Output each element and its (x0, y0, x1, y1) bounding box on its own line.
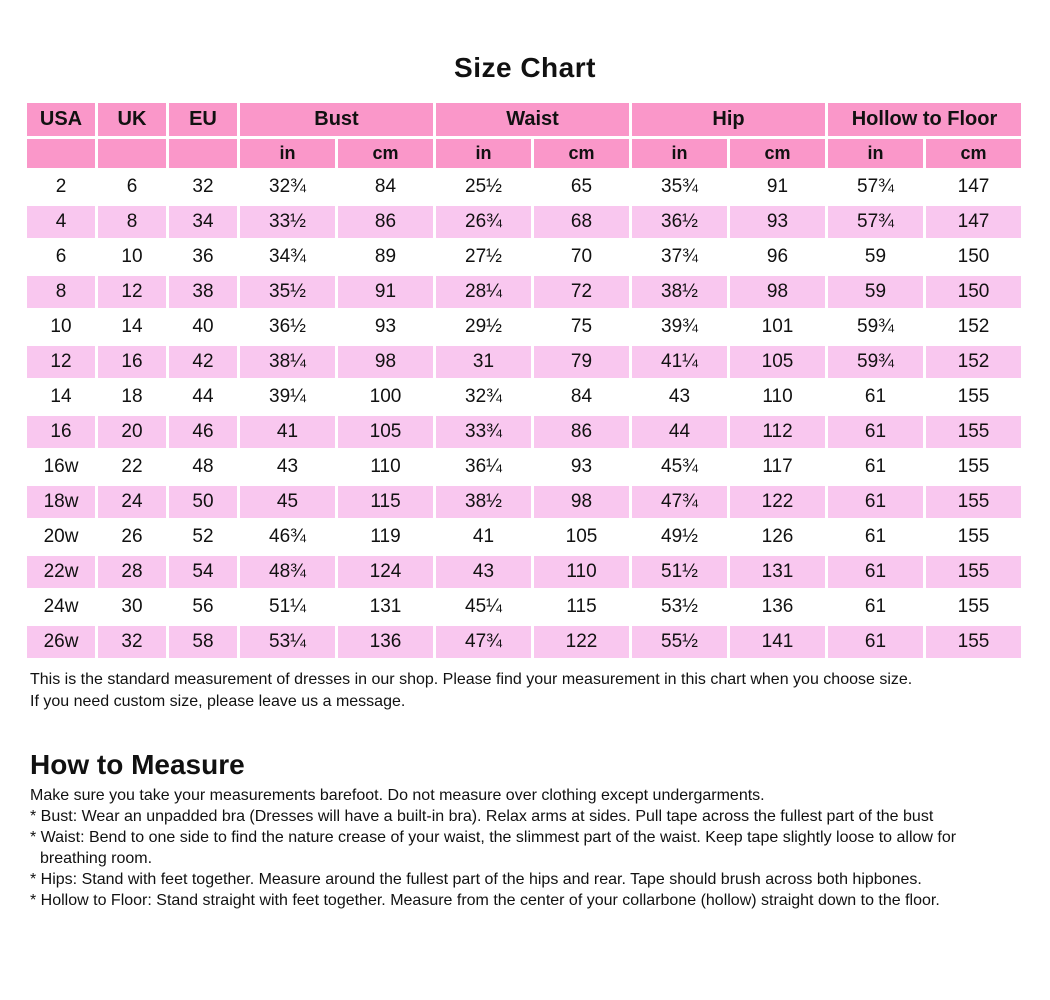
table-row (27, 241, 1021, 273)
table-cell: 119 (338, 521, 433, 553)
table-cell: 26 (98, 521, 166, 553)
size-table-body (27, 171, 1021, 658)
table-cell: 36½ (240, 311, 335, 343)
table-cell: 41¼ (632, 346, 727, 378)
table-cell: 110 (338, 451, 433, 483)
table-cell: 150 (926, 276, 1021, 308)
table-cell: 61 (828, 626, 923, 658)
table-cell: 86 (534, 416, 629, 448)
table-cell: 35¾ (632, 171, 727, 203)
table-cell: 86 (338, 206, 433, 238)
table-cell: 43 (240, 451, 335, 483)
unit-cell: cm (534, 139, 629, 168)
table-cell: 37¾ (632, 241, 727, 273)
unit-cell: cm (926, 139, 1021, 168)
table-cell: 53¼ (240, 626, 335, 658)
page-title: Size Chart (454, 52, 596, 83)
table-cell: 32¾ (240, 171, 335, 203)
table-cell: 147 (926, 206, 1021, 238)
table-cell: 110 (730, 381, 825, 413)
measure-intro: Make sure you take your measurements barefoot. Do not measure over clothing except undergarments. (30, 787, 765, 804)
table-cell: 91 (338, 276, 433, 308)
measure-item-hollow-to-floor: * Hollow to Floor: Stand straight with feet together. Measure from the center of your collarbone (hollow) straight down to the floor. (30, 892, 940, 909)
table-cell: 61 (828, 486, 923, 518)
table-cell: 147 (926, 171, 1021, 203)
table-cell: 36 (169, 241, 237, 273)
table-cell: 61 (828, 451, 923, 483)
table-cell: 2 (27, 171, 95, 203)
table-cell: 61 (828, 416, 923, 448)
table-cell: 51½ (632, 556, 727, 588)
table-cell: 40 (169, 311, 237, 343)
table-cell: 39¼ (240, 381, 335, 413)
table-cell: 50 (169, 486, 237, 518)
table-cell: 70 (534, 241, 629, 273)
table-header-row (27, 103, 1021, 136)
table-cell: 32 (169, 171, 237, 203)
table-cell: 33½ (240, 206, 335, 238)
table-cell: 4 (27, 206, 95, 238)
unit-cell: in (632, 139, 727, 168)
table-cell: 152 (926, 346, 1021, 378)
table-cell: 32 (98, 626, 166, 658)
table-cell: 155 (926, 451, 1021, 483)
table-cell: 43 (632, 381, 727, 413)
table-cell: 10 (98, 241, 166, 273)
table-cell: 48 (169, 451, 237, 483)
table-cell: 155 (926, 591, 1021, 623)
table-cell: 117 (730, 451, 825, 483)
table-cell: 8 (27, 276, 95, 308)
measure-item-bust: * Bust: Wear an unpadded bra (Dresses will have a built-in bra). Relax arms at sides. Pull tape across the fullest part of the bust (30, 808, 934, 825)
table-cell: 68 (534, 206, 629, 238)
table-cell: 12 (98, 276, 166, 308)
table-cell: 124 (338, 556, 433, 588)
table-cell: 35½ (240, 276, 335, 308)
table-cell: 6 (27, 241, 95, 273)
unit-cell: cm (338, 139, 433, 168)
unit-cell: in (828, 139, 923, 168)
table-cell: 141 (730, 626, 825, 658)
column-header-hip: Hip (632, 103, 825, 136)
table-cell: 18w (27, 486, 95, 518)
table-cell: 44 (169, 381, 237, 413)
table-cell: 10 (27, 311, 95, 343)
how-to-measure-heading: How to Measure (30, 749, 245, 780)
table-cell: 39¾ (632, 311, 727, 343)
table-cell: 14 (27, 381, 95, 413)
table-cell: 45¼ (436, 591, 531, 623)
table-cell: 136 (730, 591, 825, 623)
table-cell: 26¾ (436, 206, 531, 238)
table-cell: 41 (436, 521, 531, 553)
table-cell: 57¾ (828, 171, 923, 203)
table-cell: 115 (338, 486, 433, 518)
table-cell: 155 (926, 416, 1021, 448)
notes (30, 669, 1020, 713)
table-cell: 84 (534, 381, 629, 413)
column-header-bust: Bust (240, 103, 433, 136)
table-cell: 93 (730, 206, 825, 238)
table-cell: 20w (27, 521, 95, 553)
table-cell: 44 (632, 416, 727, 448)
table-cell: 34¾ (240, 241, 335, 273)
table-unit-row (27, 139, 1021, 168)
table-cell: 32¾ (436, 381, 531, 413)
table-cell: 61 (828, 381, 923, 413)
table-cell: 49½ (632, 521, 727, 553)
table-cell: 131 (338, 591, 433, 623)
unit-cell-empty (27, 139, 95, 168)
measure-item-waist: * Waist: Bend to one side to find the nature crease of your waist, the slimmest part of the waist. Keep tape slightly loose to allow for breathing room. (30, 829, 957, 867)
table-row (27, 556, 1021, 588)
table-cell: 61 (828, 556, 923, 588)
table-cell: 46 (169, 416, 237, 448)
column-header-hollow-to-floor: Hollow to Floor (828, 103, 1021, 136)
table-cell: 45¾ (632, 451, 727, 483)
unit-cell: in (240, 139, 335, 168)
table-cell: 36¼ (436, 451, 531, 483)
table-row (27, 416, 1021, 448)
table-cell: 155 (926, 521, 1021, 553)
table-cell: 54 (169, 556, 237, 588)
table-cell: 57¾ (828, 206, 923, 238)
table-row (27, 451, 1021, 483)
table-cell: 98 (730, 276, 825, 308)
table-cell: 122 (534, 626, 629, 658)
table-cell: 150 (926, 241, 1021, 273)
table-cell: 96 (730, 241, 825, 273)
table-cell: 55½ (632, 626, 727, 658)
table-cell: 75 (534, 311, 629, 343)
table-cell: 34 (169, 206, 237, 238)
table-cell: 25½ (436, 171, 531, 203)
table-row (27, 206, 1021, 238)
table-cell: 155 (926, 486, 1021, 518)
table-cell: 84 (338, 171, 433, 203)
table-cell: 122 (730, 486, 825, 518)
table-cell: 38½ (436, 486, 531, 518)
table-cell: 100 (338, 381, 433, 413)
table-cell: 12 (27, 346, 95, 378)
table-cell: 43 (436, 556, 531, 588)
table-row (27, 311, 1021, 343)
unit-cell-empty (98, 139, 166, 168)
table-cell: 51¼ (240, 591, 335, 623)
table-row (27, 346, 1021, 378)
table-cell: 98 (534, 486, 629, 518)
table-cell: 16 (27, 416, 95, 448)
column-header-eu: EU (169, 103, 237, 136)
table-cell: 22 (98, 451, 166, 483)
table-row (27, 486, 1021, 518)
table-cell: 28¼ (436, 276, 531, 308)
table-row (27, 276, 1021, 308)
table-cell: 16w (27, 451, 95, 483)
unit-cell: cm (730, 139, 825, 168)
table-cell: 155 (926, 556, 1021, 588)
column-header-waist: Waist (436, 103, 629, 136)
table-cell: 136 (338, 626, 433, 658)
table-cell: 31 (436, 346, 531, 378)
table-cell: 110 (534, 556, 629, 588)
table-row (27, 171, 1021, 203)
table-cell: 26w (27, 626, 95, 658)
table-cell: 42 (169, 346, 237, 378)
table-cell: 152 (926, 311, 1021, 343)
table-cell: 48¾ (240, 556, 335, 588)
table-cell: 36½ (632, 206, 727, 238)
table-cell: 38¼ (240, 346, 335, 378)
notes-line: This is the standard measurement of dresses in our shop. Please find your measurement in this chart when you choose size. (30, 671, 913, 688)
table-cell: 61 (828, 591, 923, 623)
table-cell: 30 (98, 591, 166, 623)
table-cell: 59¾ (828, 346, 923, 378)
table-cell: 61 (828, 521, 923, 553)
table-cell: 20 (98, 416, 166, 448)
table-cell: 59 (828, 241, 923, 273)
table-cell: 155 (926, 626, 1021, 658)
unit-cell-empty (169, 139, 237, 168)
table-row (27, 381, 1021, 413)
table-cell: 6 (98, 171, 166, 203)
how-to-measure-body (30, 785, 1020, 911)
table-cell: 46¾ (240, 521, 335, 553)
table-cell: 93 (534, 451, 629, 483)
table-cell: 56 (169, 591, 237, 623)
table-cell: 105 (338, 416, 433, 448)
column-header-usa: USA (27, 103, 95, 136)
table-cell: 98 (338, 346, 433, 378)
table-cell: 58 (169, 626, 237, 658)
table-cell: 18 (98, 381, 166, 413)
table-cell: 38½ (632, 276, 727, 308)
table-cell: 16 (98, 346, 166, 378)
table-cell: 22w (27, 556, 95, 588)
unit-cell: in (436, 139, 531, 168)
table-cell: 105 (730, 346, 825, 378)
table-cell: 28 (98, 556, 166, 588)
table-row (27, 591, 1021, 623)
table-cell: 52 (169, 521, 237, 553)
table-cell: 131 (730, 556, 825, 588)
table-cell: 8 (98, 206, 166, 238)
table-cell: 33¾ (436, 416, 531, 448)
table-cell: 47¾ (436, 626, 531, 658)
table-cell: 24 (98, 486, 166, 518)
size-chart-table (24, 100, 1024, 661)
table-cell: 53½ (632, 591, 727, 623)
table-cell: 126 (730, 521, 825, 553)
table-cell: 41 (240, 416, 335, 448)
notes-line: If you need custom size, please leave us a message. (30, 693, 406, 710)
table-cell: 14 (98, 311, 166, 343)
table-cell: 59 (828, 276, 923, 308)
table-cell: 45 (240, 486, 335, 518)
table-cell: 29½ (436, 311, 531, 343)
measure-item-hips: * Hips: Stand with feet together. Measure around the fullest part of the hips and rear. Tape should brush across both hipbones. (30, 871, 922, 888)
table-cell: 24w (27, 591, 95, 623)
table-cell: 115 (534, 591, 629, 623)
table-cell: 65 (534, 171, 629, 203)
table-cell: 155 (926, 381, 1021, 413)
table-cell: 93 (338, 311, 433, 343)
table-cell: 47¾ (632, 486, 727, 518)
table-cell: 89 (338, 241, 433, 273)
table-cell: 79 (534, 346, 629, 378)
table-row (27, 521, 1021, 553)
table-row (27, 626, 1021, 658)
column-header-uk: UK (98, 103, 166, 136)
table-cell: 27½ (436, 241, 531, 273)
table-cell: 105 (534, 521, 629, 553)
table-cell: 91 (730, 171, 825, 203)
table-cell: 59¾ (828, 311, 923, 343)
table-cell: 38 (169, 276, 237, 308)
table-cell: 112 (730, 416, 825, 448)
table-cell: 101 (730, 311, 825, 343)
table-cell: 72 (534, 276, 629, 308)
